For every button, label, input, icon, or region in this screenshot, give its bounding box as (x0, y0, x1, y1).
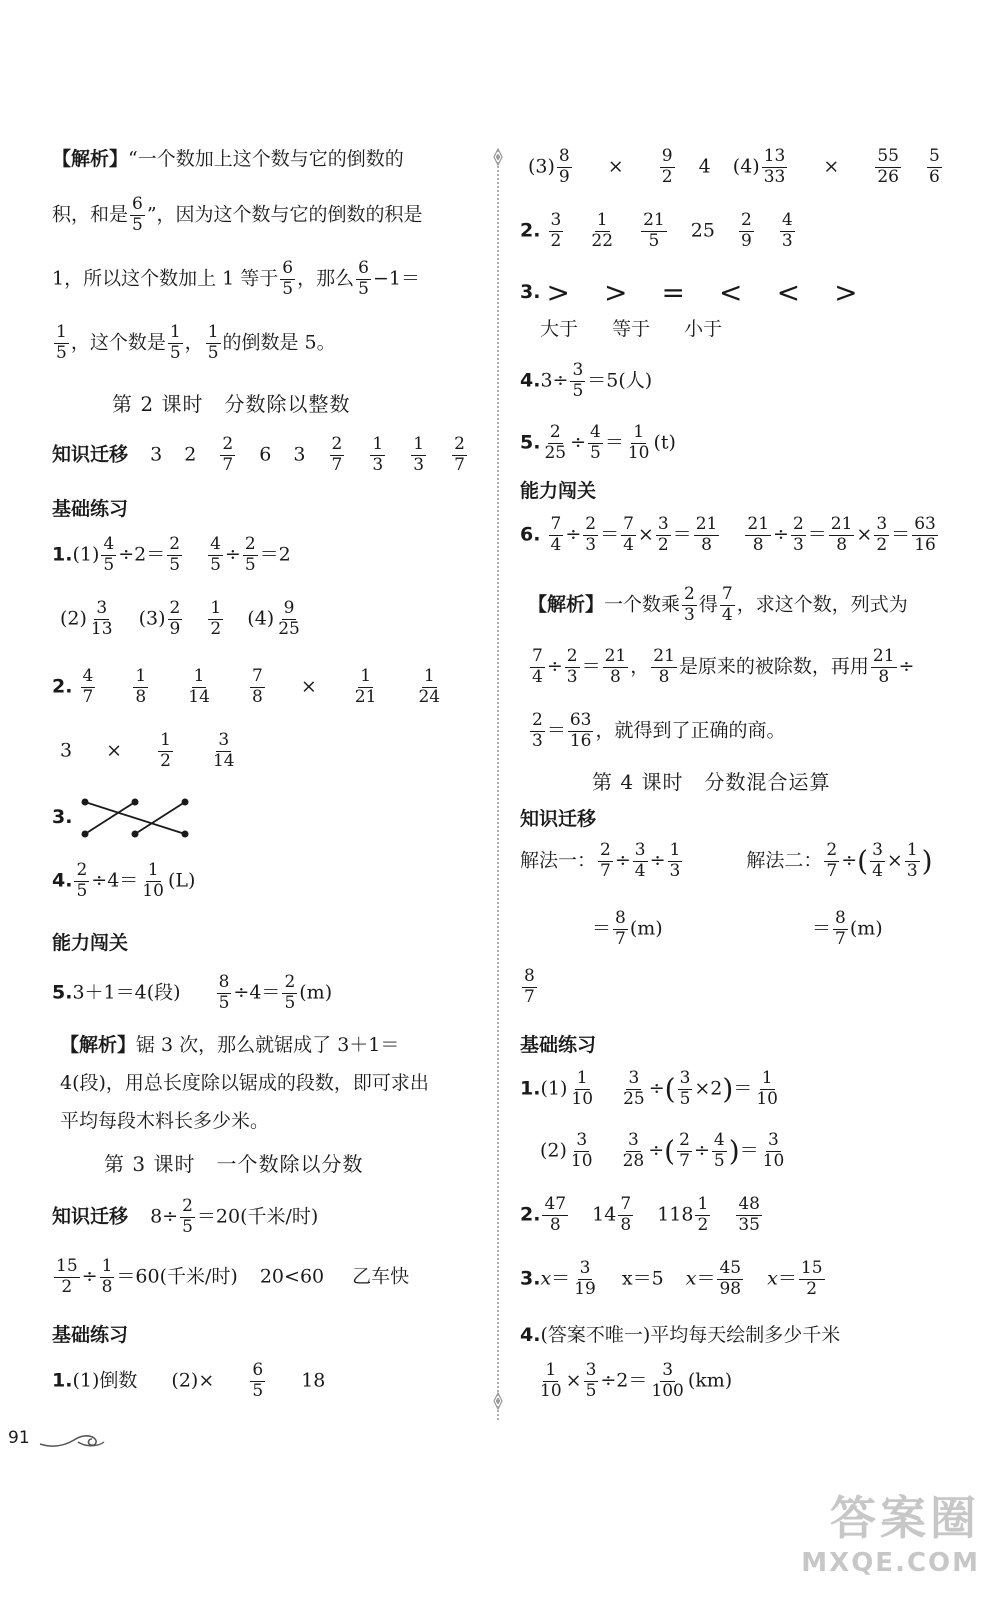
analysis-6-line-1: 【解析】一个数乘 $\frac{2}{3}$ 得 $\frac{7}{4}$ ，求这个数，列式为 (528, 584, 908, 625)
r1-row: (3) $\frac{8}{9}$ × $\frac{9}{2}$ 4 (4) $\frac{13}{33}$ × $\frac{55}{26}$ $\frac{5}{6}$ (528, 146, 940, 187)
q1-row-2: (2) $\frac{3}{13}$ (3) $\frac{2}{9}$ $\frac{1}{2}$ (4) $\frac{9}{25}$ (60, 598, 300, 639)
zsqy-3-row: 知识迁移 8÷ $\frac{2}{5}$ ＝20(千米/时) (52, 1196, 319, 1237)
divider-ornament-top-icon (489, 148, 507, 166)
r4-row: 4.3÷ $\frac{3}{5}$ ＝5(人) (520, 360, 653, 401)
zsqy-4-answer: $\frac{8}{7}$ (524, 966, 535, 1007)
q3-row: 3. (52, 796, 191, 840)
jclx-3-heading: 基础练习 (52, 1324, 129, 1346)
r2-row: 2. $\frac{3}{2}$ $\frac{1}{22}$ $\frac{21}{5}$ 25 $\frac{2}{9}$ $\frac{4}{3}$ (520, 210, 793, 251)
lesson-3-title: 第 3 课时 一个数除以分数 (104, 1152, 364, 1176)
divider-ornament-bottom-icon (489, 1392, 507, 1410)
lesson-4-title: 第 4 课时 分数混合运算 (592, 770, 831, 794)
q2-row-2: 3 × $\frac{1}{2}$ $\frac{3}{14}$ (60, 730, 235, 771)
zsqy-4-methods-row: 解法一： $\frac{2}{7}$ ÷ $\frac{3}{4}$ ÷ $\frac{1}{3}$ 解法二： $\frac{2}{7}$ ÷( $\frac{3}{4}$ × $\frac{1}{3}$ ) (520, 840, 933, 881)
q5-row: 5.3＋1＝4(段) $\frac{8}{5}$ ÷4＝ $\frac{2}{5}$ (m) (52, 972, 333, 1013)
q1-row-1: 1.(1) $\frac{4}{5}$ ÷2＝ $\frac{2}{5}$ $\frac{4}{5}$ ÷ $\frac{2}{5}$ ＝2 (52, 534, 291, 575)
r3-symbols-row: 3. > > = < < > (520, 276, 858, 309)
analysis-6-line-2: $\frac{7}{4}$ ÷ $\frac{2}{3}$ ＝ $\frac{21}{8}$ ， $\frac{21}{8}$ 是原来的被除数，再用 $\frac{21}{8}$ ÷ (532, 646, 915, 687)
b3-row: 3.x＝ $\frac{3}{19}$ x＝5 x＝ $\frac{45}{98}$ x＝ $\frac{15}{2}$ (520, 1258, 823, 1299)
analysis-1-line-3: 1，所以这个数加上 1 等于 $\frac{6}{5}$ ，那么 $\frac{6}{5}$ −1＝ (52, 258, 420, 299)
zsqy-2-row: 知识迁移 3 2 $\frac{2}{7}$ 6 3 $\frac{2}{7}$ $\frac{1}{3}$ $\frac{1}{3}$ $\frac{2}{7}$ (52, 434, 465, 475)
column-divider (497, 150, 499, 1420)
b4-text-row: 4.(答案不唯一)平均每天绘制多少千米 (520, 1324, 841, 1346)
analysis-1-line-2: 积，和是 $\frac{6}{5}$ ”，因为这个数与它的倒数的积是 (52, 194, 423, 235)
cloud-ornament-icon (38, 1428, 108, 1450)
analysis-5-line-2: 4(段)，用总长度除以锯成的段数，即可求出 (60, 1072, 429, 1094)
r5-row: 5. $\frac{2}{25}$ ÷ $\frac{4}{5}$ ＝ $\frac{1}{10}$ (t) (520, 422, 676, 463)
q2-row-1: 2. $\frac{4}{7}$ $\frac{1}{8}$ $\frac{1}{14}$ $\frac{7}{8}$ × $\frac{1}{21}$ $\frac{1}{24}$ (52, 666, 441, 707)
nlcg-4-heading: 能力闯关 (520, 480, 597, 502)
zsqy-4-result-2: ＝ $\frac{8}{7}$ (m) (812, 908, 883, 949)
zsqy-4-heading: 知识迁移 (520, 808, 597, 830)
watermark-line-1: 答案圈 (830, 1491, 980, 1545)
analysis-6-line-3: $\frac{2}{3}$ ＝ $\frac{63}{16}$ ，就得到了正确的商。 (532, 710, 786, 751)
b2-row: 2. $\frac{47}{8}$ 14 $\frac{7}{8}$ 118 $\frac{1}{2}$ $\frac{48}{35}$ (520, 1194, 760, 1235)
jclx-4-heading: 基础练习 (520, 1034, 597, 1056)
page-number: 91 (8, 1428, 30, 1448)
lesson-2-title: 第 2 课时 分数除以整数 (112, 392, 351, 416)
zsqy-4-result-1: ＝ $\frac{8}{7}$ (m) (592, 908, 663, 949)
q3-matching-lines-diagram (79, 796, 191, 840)
r3-words-row: 大于 等于 小于 (540, 318, 723, 340)
jclx-2-heading: 基础练习 (52, 498, 129, 520)
b1-row-1: 1.(1) $\frac{1}{10}$ $\frac{3}{25}$ ÷( $\frac{3}{5}$ ×2)＝ $\frac{1}{10}$ (520, 1068, 778, 1109)
nlcg-2-heading: 能力闯关 (52, 932, 129, 954)
q1b-row: 1.(1)倒数 (2)× $\frac{6}{5}$ 18 (52, 1360, 326, 1401)
watermark-line-2: MXQE.COM (801, 1548, 980, 1578)
b4-calc-row: $\frac{1}{10}$ × $\frac{3}{5}$ ÷2＝ $\frac{3}{100}$ (km) (540, 1360, 733, 1401)
analysis-1-line-4: $\frac{1}{5}$ ，这个数是 $\frac{1}{5}$ ， $\frac{1}{5}$ 的倒数是 5。 (56, 322, 336, 363)
analysis-1-line-1: 【解析】“一个数加上这个数与它的倒数的 (52, 148, 404, 170)
q4-row: 4. $\frac{2}{5}$ ÷4＝ $\frac{1}{10}$ (L) (52, 860, 196, 901)
analysis-5-line-3: 平均每段木料长多少米。 (60, 1110, 270, 1132)
r6-row: 6. $\frac{7}{4}$ ÷ $\frac{2}{3}$ ＝ $\frac{7}{4}$ × $\frac{3}{2}$ ＝ $\frac{21}{8}$ $\frac{21}{8}$ ÷ $\frac{2}{3}$ ＝ $\frac{21}{8}$ × $\frac{3}{2}$ ＝ $\frac{63}{16}$ (520, 514, 936, 555)
watermark-logo (801, 1482, 980, 1578)
analysis-5-line-1: 【解析】锯 3 次，那么就锯成了 3＋1＝ (60, 1034, 400, 1056)
lesson-3-speed-row: $\frac{15}{2}$ ÷ $\frac{1}{8}$ ＝60(千米/时) 20<60 乙车快 (56, 1256, 410, 1297)
b1-row-2: (2) $\frac{3}{10}$ $\frac{3}{28}$ ÷( $\frac{2}{7}$ ÷ $\frac{4}{5}$ )＝ $\frac{3}{10}$ (540, 1130, 785, 1171)
